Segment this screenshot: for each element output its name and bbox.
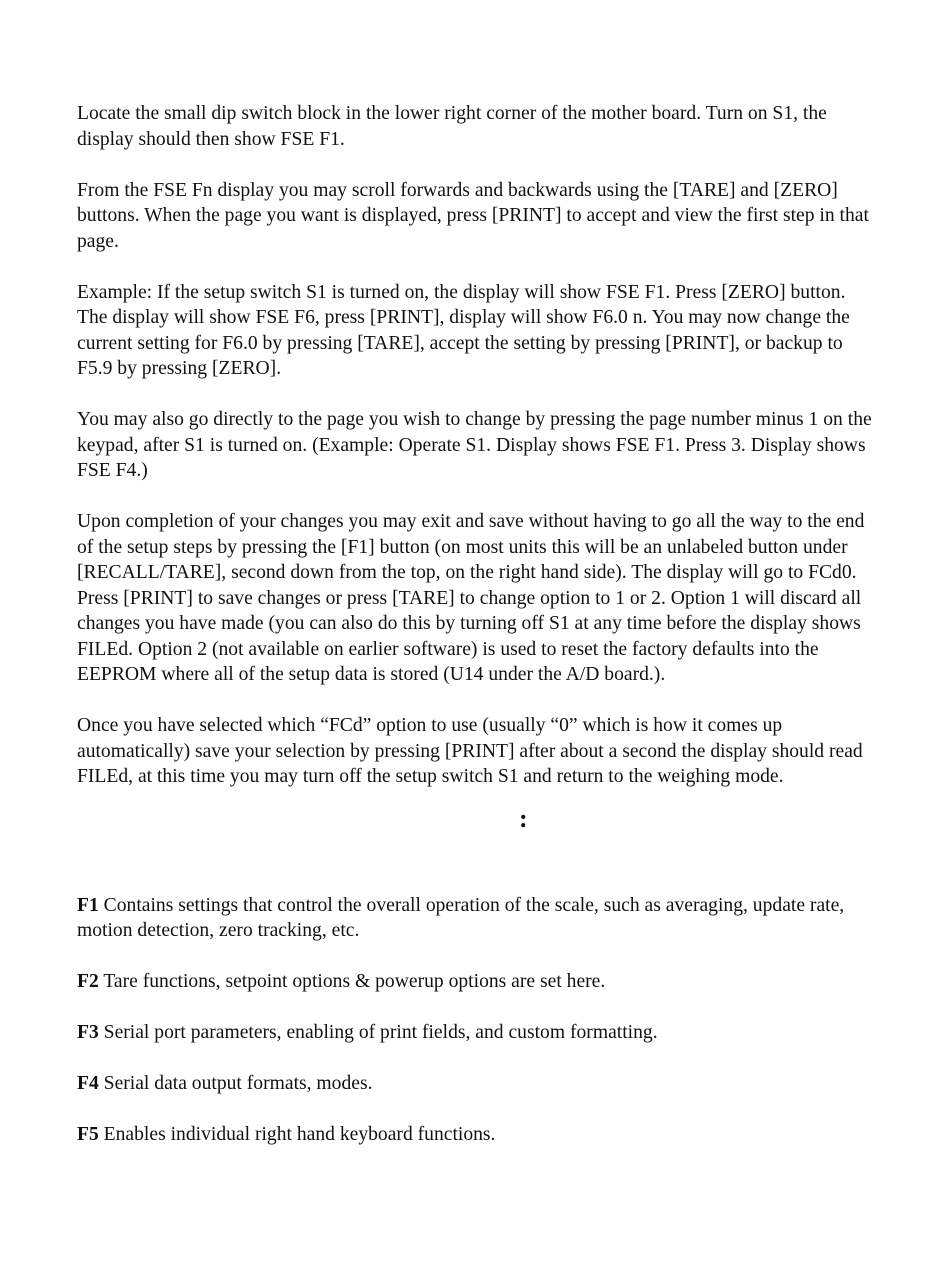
paragraph-scroll-pages: From the FSE Fn display you may scroll forwards and backwards using the [TARE] and [ZERO] buttons. When the page you want is displayed, press [PRINT] to accept and view the first step in that page. (77, 179, 869, 252)
section-heading (77, 790, 877, 893)
paragraph-dip-switch: Locate the small dip switch block in the lower right corner of the mother board. Turn on S1, the display should then show FSE F1. (77, 103, 827, 150)
function-page-item (77, 1122, 877, 1148)
function-description: Serial port parameters, enabling of print fields, and custom formatting. (103, 1022, 658, 1043)
function-page-item (77, 893, 877, 944)
paragraph-fcd-option: Once you have selected which “FCd” option to use (usually “0” which is how it comes up automatically) save your selection by pressing [PRINT] after about a second the display should read FILEd, at this time you may turn off the setup switch S1 and return to the weighing mode. (77, 715, 863, 787)
function-page-item (77, 1020, 877, 1046)
function-description: Contains settings that control the overall operation of the scale, such as averaging, update rate, motion detection, zero tracking, etc. (77, 894, 845, 941)
function-key-label: F5 (77, 1124, 99, 1145)
paragraph-direct-page: You may also go directly to the page you wish to change by pressing the page number minus 1 on the keypad, after S1 is turned on. (Example: Operate S1. Display shows FSE F1. Press 3. Display shows FSE F4.) (77, 409, 872, 481)
function-description: Enables individual right hand keyboard functions. (103, 1124, 496, 1145)
function-page-item (77, 1071, 877, 1097)
function-key-label: F2 (77, 971, 99, 992)
function-description: Tare functions, setpoint options & powerup options are set here. (103, 971, 606, 992)
section-heading-text: : (519, 803, 528, 833)
function-description: Serial data output formats, modes. (103, 1073, 373, 1094)
function-key-label: F1 (77, 894, 99, 916)
function-page-item (77, 969, 877, 995)
function-key-label: F4 (77, 1073, 99, 1094)
document-page (77, 101, 877, 1148)
function-key-label: F3 (77, 1022, 99, 1043)
paragraph-exit-save: Upon completion of your changes you may exit and save without having to go all the way to the end of the setup steps by pressing the [F1] button (on most units this will be an unlabeled button under [RECALL/TARE], second down from the top, on the right hand side). The display will go to FCd0. Press [PRINT] to save changes or press [TARE] to change option to 1 or 2. Option 1 will discard all changes you have made (you can also do this by turning off S1 at any time before the display shows FILEd. Option 2 (not available on earlier software) is used to reset the factory defaults into the EEPROM where all of the setup data is stored (U14 under the A/D board.). (77, 511, 865, 685)
paragraph-example: Example: If the setup switch S1 is turned on, the display will show FSE F1. Press [ZERO] button. The display will show FSE F6, press [PRINT], display will show F6.0 n. You may now change the current setting for F6.0 by pressing [TARE], accept the setting by pressing [PRINT], or backup to F5.9 by pressing [ZERO]. (77, 281, 850, 379)
